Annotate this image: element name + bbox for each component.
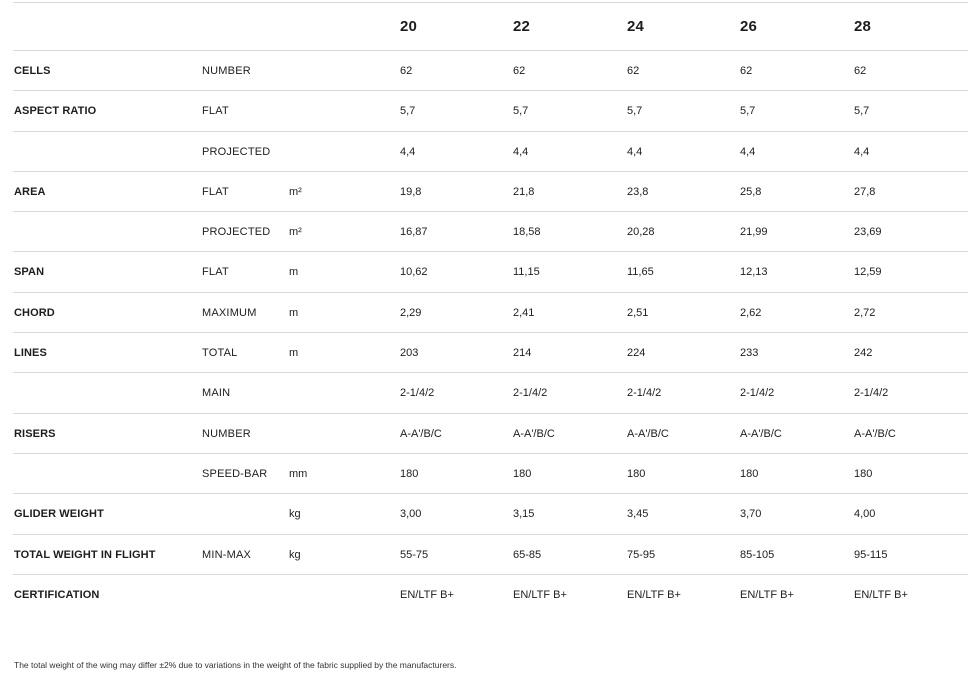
table-cell: 4,4 (627, 145, 643, 158)
row-unit: m (289, 306, 299, 319)
table-cell: 180 (740, 467, 759, 480)
table-cell: 12,13 (740, 266, 768, 279)
row-unit: m² (289, 226, 302, 239)
row-unit: m² (289, 185, 302, 198)
table-cell: EN/LTF B+ (627, 588, 681, 601)
footnote: The total weight of the wing may differ ±2% due to variations in the weight of the fabric supplied by the manufacturers. (14, 660, 457, 670)
table-cell: 20,28 (627, 226, 655, 239)
table-cell: 19,8 (400, 185, 422, 198)
row-sub-label: PROJECTED (202, 226, 271, 239)
size-header: 26 (740, 18, 758, 35)
table-cell: 203 (400, 347, 419, 360)
row-sub-label: NUMBER (202, 427, 251, 440)
table-cell: 242 (854, 347, 873, 360)
table-row-total-weight-in-flight (13, 534, 968, 574)
table-cell: A-A'/B/C (854, 427, 896, 440)
row-group-label: CERTIFICATION (14, 588, 100, 601)
table-cell: 180 (513, 467, 532, 480)
table-row-risers-speed-bar (13, 453, 968, 493)
row-group-label: SPAN (14, 266, 45, 279)
row-unit: m (289, 347, 299, 360)
table-cell: 214 (513, 347, 532, 360)
row-unit: kg (289, 508, 301, 521)
row-sub-label: SPEED-BAR (202, 467, 268, 480)
size-header: 28 (854, 18, 872, 35)
row-sub-label: MIN-MAX (202, 548, 252, 561)
table-cell: 2,51 (627, 306, 649, 319)
row-group-label: RISERS (14, 427, 56, 440)
table-cell: 180 (627, 467, 646, 480)
table-cell: 3,15 (513, 508, 535, 521)
table-cell: 11,15 (513, 266, 540, 279)
table-cell: 3,45 (627, 508, 649, 521)
table-cell: 4,00 (854, 508, 876, 521)
table-cell: 55-75 (400, 548, 429, 561)
table-cell: 21,99 (740, 226, 768, 239)
table-cell: 85-105 (740, 548, 775, 561)
table-cell: 62 (400, 65, 413, 77)
table-cell: 62 (627, 65, 640, 77)
table-cell: 23,69 (854, 226, 882, 239)
table-header-row (13, 2, 968, 50)
table-cell: 2-1/4/2 (513, 387, 548, 400)
table-row-certification (13, 574, 968, 614)
table-cell: 3,00 (400, 508, 422, 521)
table-cell: 233 (740, 347, 759, 360)
table-cell: A-A'/B/C (513, 427, 555, 440)
table-cell: 23,8 (627, 185, 649, 198)
table-cell: 5,7 (740, 105, 756, 118)
row-sub-label: FLAT (202, 266, 229, 279)
row-group-label: ASPECT RATIO (14, 105, 97, 118)
row-unit: m (289, 266, 299, 279)
table-cell: 2-1/4/2 (627, 387, 662, 400)
row-group-label: AREA (14, 185, 46, 198)
table-row-lines-main (13, 372, 968, 412)
table-row-area-flat (13, 171, 968, 211)
table-cell: 4,4 (854, 145, 870, 158)
table-cell: 5,7 (400, 105, 416, 118)
table-cell: 5,7 (627, 105, 643, 118)
table-row-area-projected (13, 211, 968, 251)
size-header: 20 (400, 18, 418, 35)
row-sub-label: FLAT (202, 105, 229, 118)
table-cell: 27,8 (854, 185, 876, 198)
table-cell: 11,65 (627, 266, 654, 279)
table-cell: 2,62 (740, 306, 762, 319)
table-cell: EN/LTF B+ (513, 588, 567, 601)
row-group-label: GLIDER WEIGHT (14, 508, 104, 521)
row-group-label: CELLS (14, 65, 51, 77)
spec-table (13, 2, 968, 614)
table-cell: 62 (513, 65, 526, 77)
table-cell: 2,41 (513, 306, 535, 319)
table-cell: 62 (854, 65, 867, 77)
row-sub-label: MAXIMUM (202, 306, 257, 319)
table-row-aspect-ratio-flat (13, 90, 968, 130)
table-cell: 2-1/4/2 (854, 387, 889, 400)
row-group-label: LINES (14, 347, 47, 360)
table-cell: 180 (400, 467, 419, 480)
row-unit: kg (289, 548, 301, 561)
table-cell: 2-1/4/2 (740, 387, 775, 400)
table-cell: EN/LTF B+ (400, 588, 454, 601)
table-cell: 3,70 (740, 508, 762, 521)
size-header: 22 (513, 18, 531, 35)
table-cell: A-A'/B/C (400, 427, 442, 440)
table-cell: 95-115 (854, 548, 888, 561)
table-cell: A-A'/B/C (740, 427, 782, 440)
table-cell: 4,4 (740, 145, 756, 158)
table-row-cells (13, 50, 968, 90)
table-cell: 180 (854, 467, 873, 480)
table-cell: EN/LTF B+ (740, 588, 794, 601)
table-cell: 4,4 (400, 145, 416, 158)
table-cell: 10,62 (400, 266, 428, 279)
row-unit: mm (289, 467, 308, 480)
table-row-lines-total (13, 332, 968, 372)
table-cell: 2-1/4/2 (400, 387, 435, 400)
row-sub-label: NUMBER (202, 65, 251, 77)
row-group-label: CHORD (14, 306, 55, 319)
row-sub-label: MAIN (202, 387, 231, 400)
table-row-chord (13, 292, 968, 332)
table-cell: 5,7 (513, 105, 529, 118)
table-cell: EN/LTF B+ (854, 588, 908, 601)
table-cell: 75-95 (627, 548, 656, 561)
table-cell: 25,8 (740, 185, 762, 198)
table-cell: 2,72 (854, 306, 876, 319)
table-cell: 12,59 (854, 266, 882, 279)
table-cell: 2,29 (400, 306, 422, 319)
row-sub-label: PROJECTED (202, 145, 271, 158)
table-cell: 21,8 (513, 185, 535, 198)
size-header: 24 (627, 18, 645, 35)
table-row-risers-number (13, 413, 968, 453)
table-cell: 62 (740, 65, 753, 77)
table-cell: 16,87 (400, 226, 428, 239)
table-cell: 5,7 (854, 105, 870, 118)
table-row-aspect-ratio-projected (13, 131, 968, 171)
table-cell: 18,58 (513, 226, 541, 239)
table-cell: A-A'/B/C (627, 427, 669, 440)
row-group-label: TOTAL WEIGHT IN FLIGHT (14, 548, 156, 561)
row-sub-label: TOTAL (202, 347, 238, 360)
table-cell: 224 (627, 347, 646, 360)
table-row-span (13, 251, 968, 291)
row-sub-label: FLAT (202, 185, 229, 198)
table-cell: 4,4 (513, 145, 529, 158)
table-cell: 65-85 (513, 548, 542, 561)
table-row-glider-weight (13, 493, 968, 533)
